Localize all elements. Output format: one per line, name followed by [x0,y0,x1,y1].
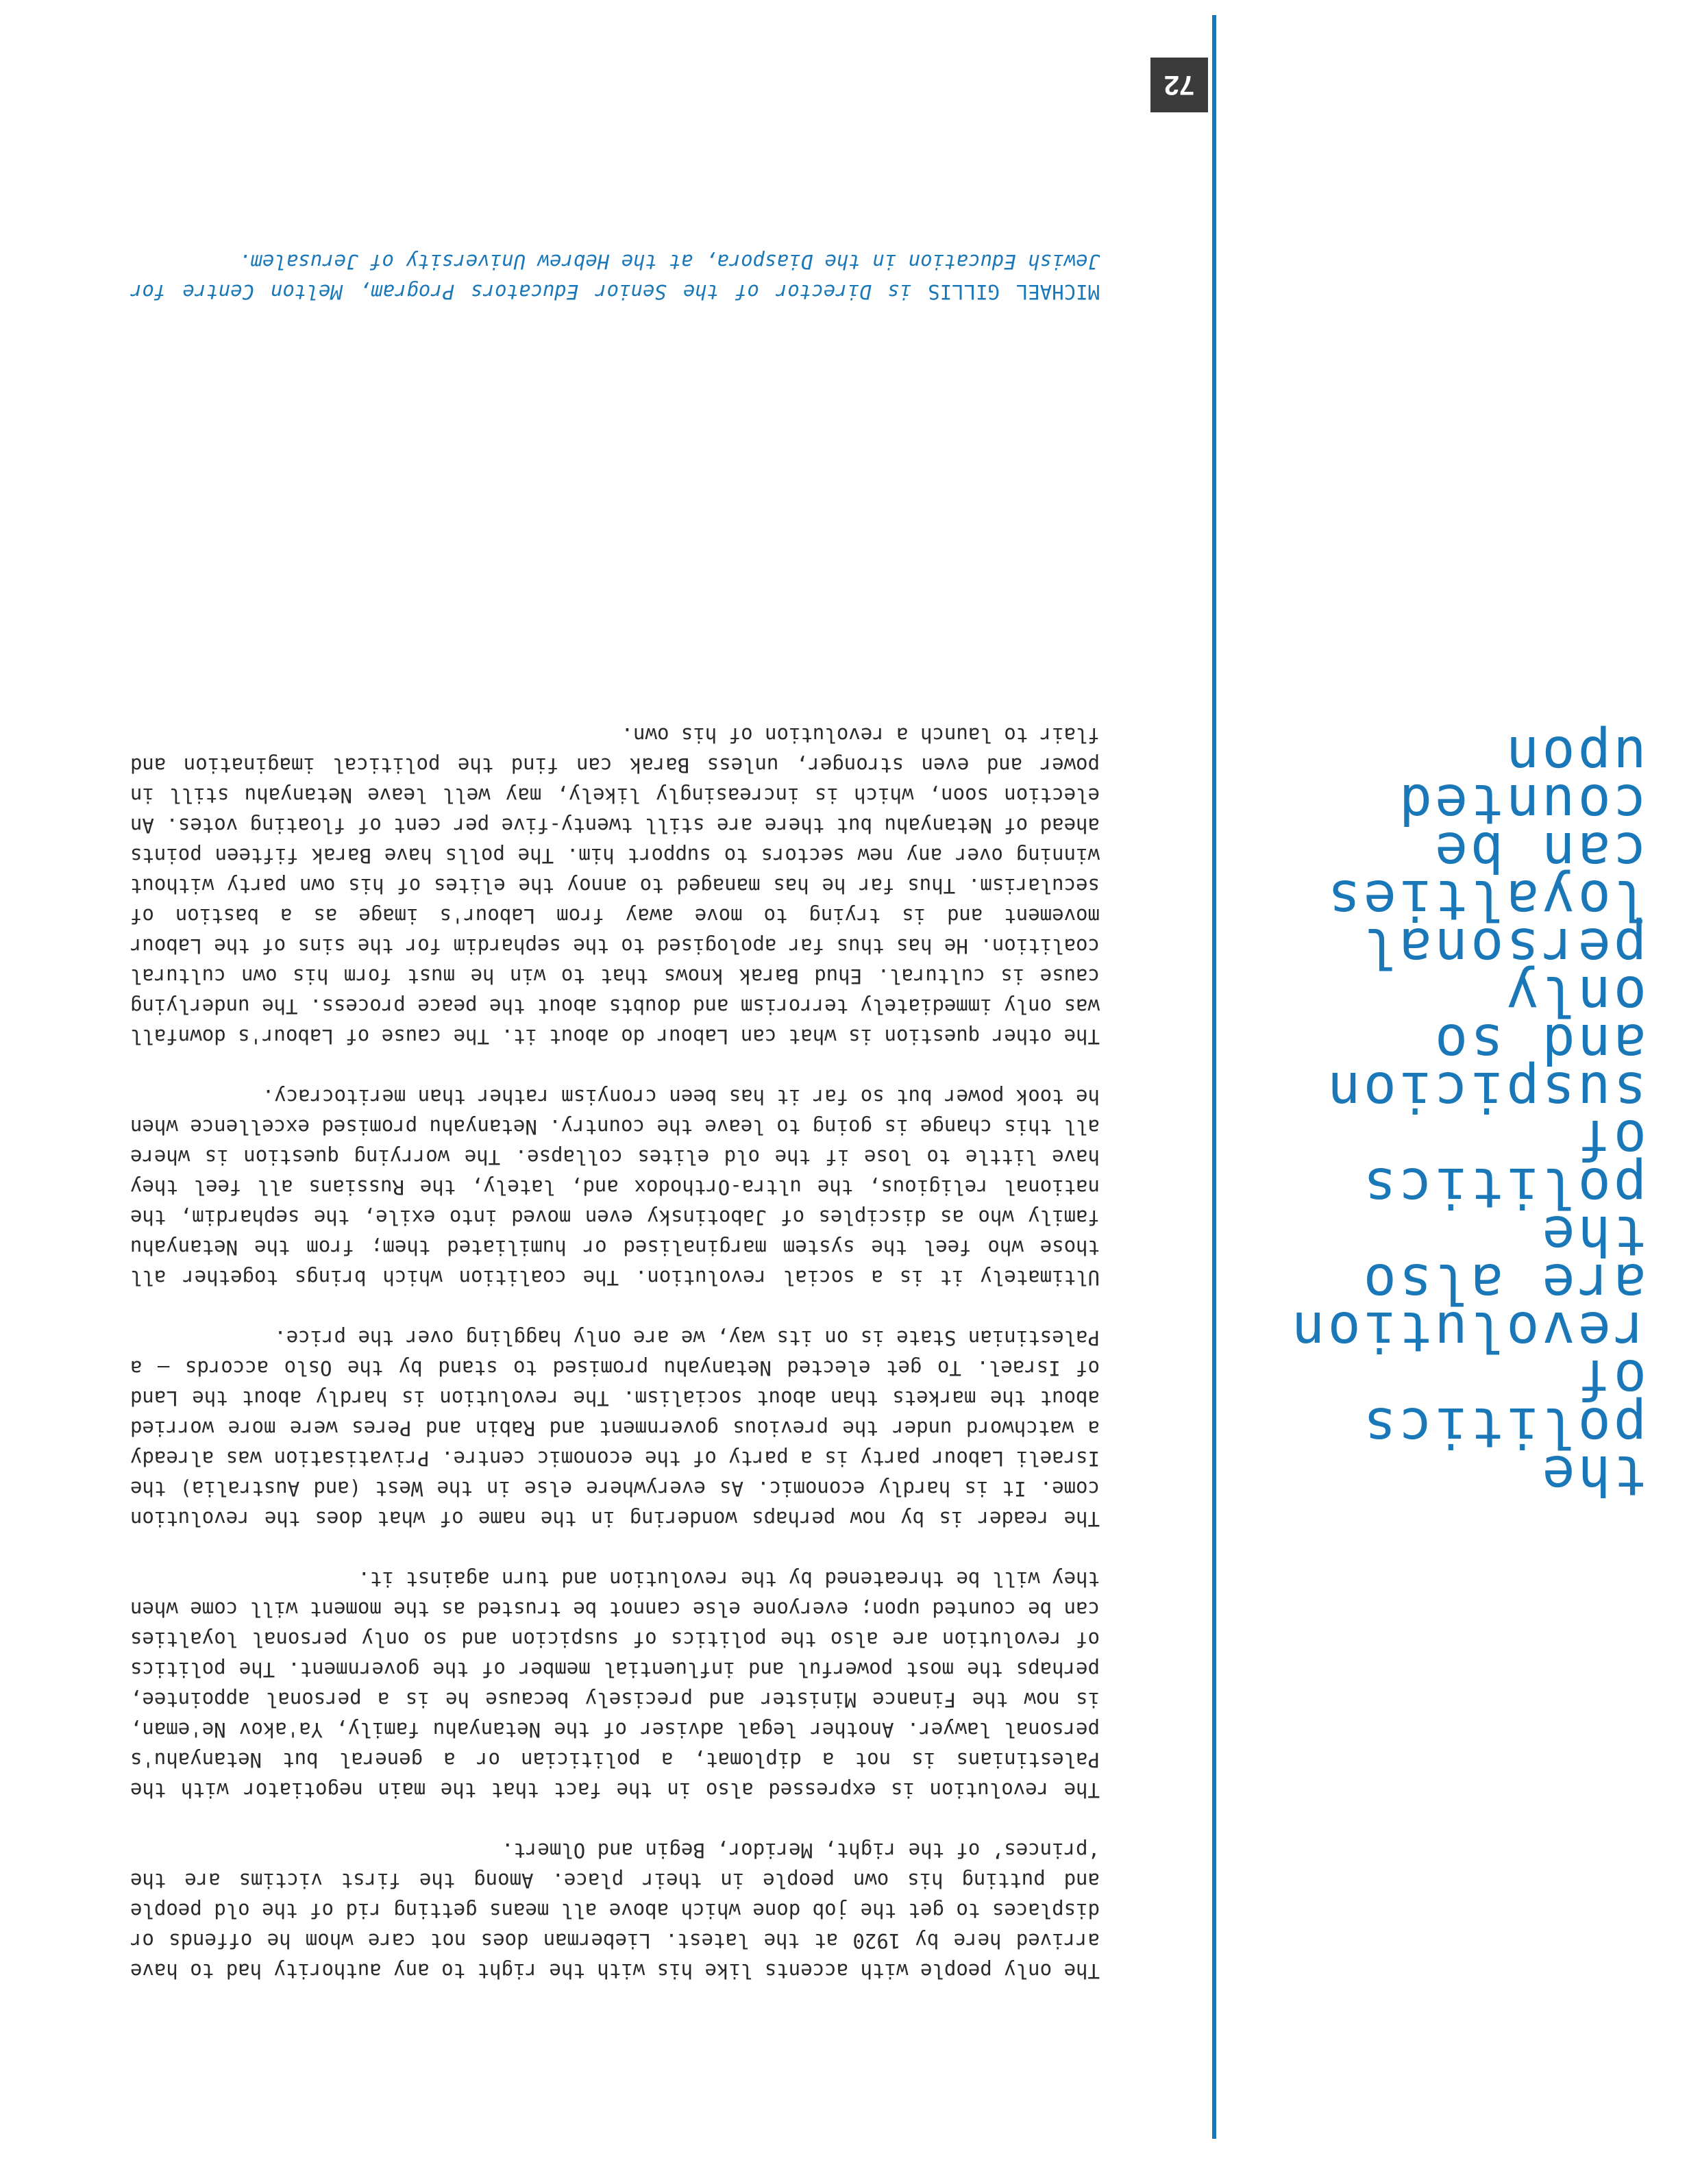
author-description: is Director of the Senior Educators Program, Melton Centre for Jewish Education in the Diaspora, at the Hebrew University of Jerusalem. [130,250,1100,303]
pull-quote-line: the [1539,1204,1647,1267]
pull-quote-line: of [1575,1348,1647,1411]
page-number: 72 [1150,58,1208,112]
pull-quote-line: are also [1360,1252,1647,1315]
vertical-accent-rule [1212,15,1216,2139]
paragraph: The revolution is expressed also in the fact that the main negotiator with the Palestinians is not a diplomat, a politician or a general but Netanyahu's personal lawyer. Another legal adviser of the Netanyahu family, Ya'akov Ne'eman, is now the Finance Minister and precisely because he is a personal appointee, perhaps the most powerful and influential member of the government. The politics of revolution are also the politics of suspicion and so only personal loyalties can be counted upon; everyone else cannot be trusted as the moment will come when they will be threatened by the revolution and turn against it. [130,1567,1100,1802]
author-name: MICHAEL GILLIS [928,280,1100,303]
paragraph: Ultimately it is a social revolution. The coalition which brings together all those who feel the system marginalised or humiliated them; from the Netanyahu family who as disciples of Jabotinsky even moved into exile, the sephardim, the national religious, the ultra-Orthodox and, lately, the Russians all feel they have little to lose if the old elites collapse. The worrying question is where all this change is going to leave the country. Netanyahu promised excellence when he took power but so far it has been cronyism rather than meritocracy. [130,1085,1100,1289]
pull-quote-line: only [1503,964,1647,1028]
pull-quote-line: loyalties [1325,868,1647,932]
pull-quote-line: upon [1503,724,1647,788]
pull-quote-line: the [1539,1443,1647,1507]
pull-quote-line: of [1575,1108,1647,1171]
pull-quote-line: politics [1360,1156,1647,1219]
author-byline [130,247,1100,307]
pull-quote-line: politics [1360,1395,1647,1459]
pull-quote-line: can be [1432,820,1647,884]
pull-quote-line: suspicion [1325,1060,1647,1124]
pull-quote-line: counted [1396,772,1647,836]
paragraph: The only people with accents like his with the right to any authority had to have arrived here by 1920 at the latest. Lieberman does not care whom he offends or displaces to get the job done which above all means getting rid of the old people and putting his own people in their place. Among the first victims are the ‘princes’ of the right, Meridor, Begin and Olmert. [130,1839,1100,1983]
article-body [130,690,1100,1986]
pull-quote-line: personal [1360,916,1647,980]
pull-quote [1263,724,1647,1507]
pull-quote-line: and so [1432,1012,1647,1076]
paragraph: The reader is by now perhaps wondering in the name of what does the revolution come. It is hardly economic. As everywhere else in the West (and Australia) the Israeli Labour party is a party of the economic centre. Privatisation was already a watchword under the previous government and Rabin and Peres were more worried about the markets than about socialism. The revolution is hardly about the Land of Israel. To get elected Netanyahu promised to stand by the Oslo accords – a Palestinian State is on its way, we are only haggling over the price. [130,1326,1100,1530]
pull-quote-line: revolution [1289,1300,1647,1363]
paragraph: The other question is what can Labour do about it. The cause of Labour's downfall was only immediately terrorism and doubts about the peace process. The underlying cause is cultural. Ehud Barak knows that to win he must form his own cultural coalition. He has thus far apologised to the sephardim for the sins of the Labour movement and is trying to move away from Labour's image as a bastion of secularism. Thus far he has managed to annoy the elites of his own party without winning over any new sectors to support him. The polls have Barak fifteen points ahead of Netanyahu but there are still twenty-five per cent of floating votes. An election soon, which is increasingly likely, may well leave Netanyahu still in power and even stronger, unless Barak can find the political imagination and flair to launch a revolution of his own. [130,723,1100,1048]
